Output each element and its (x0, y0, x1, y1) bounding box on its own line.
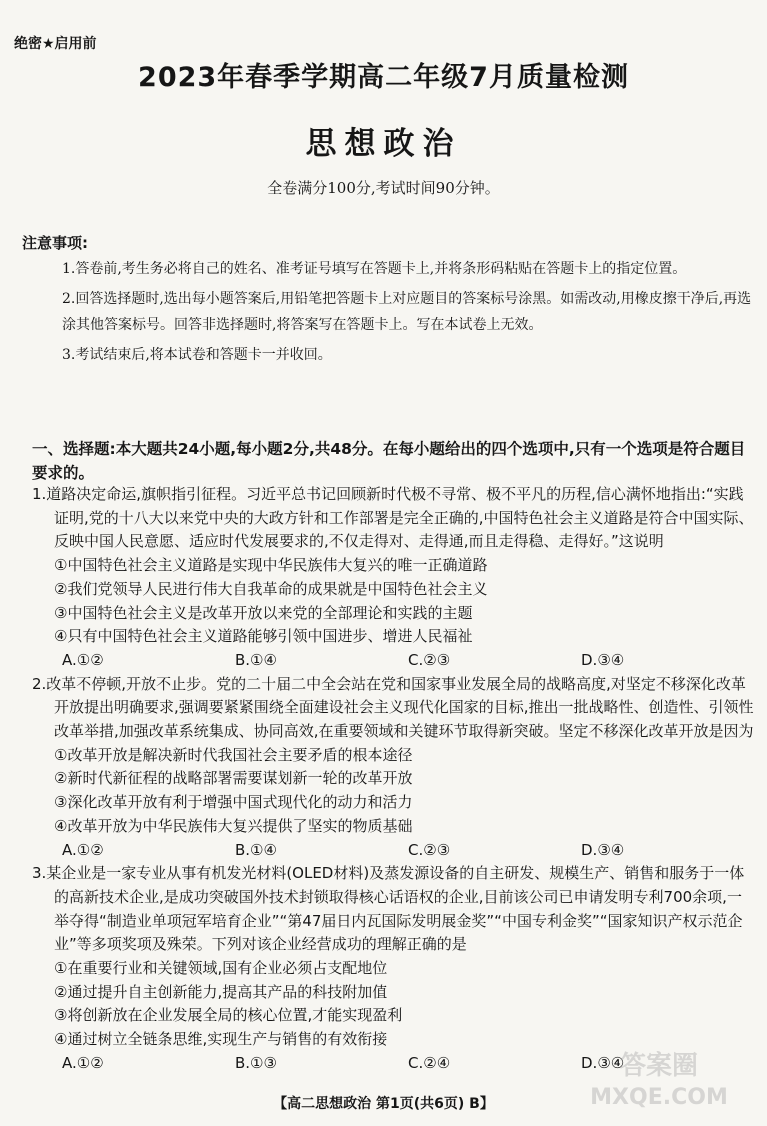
exam-title: 2023年春季学期高二年级7月质量检测 (138, 62, 629, 93)
question-list (32, 483, 754, 1076)
notice-list (62, 256, 752, 372)
section-heading: 一、选择题:本大题共24小题,每小题2分,共48分。在每小题给出的四个选项中,只有一个选项是符合题目要求的。 (32, 440, 746, 482)
watermark-line2: MXQE.COM (590, 1085, 728, 1110)
answer-choices (32, 839, 754, 863)
exam-meta: 全卷满分100分,考试时间90分钟。 (267, 179, 500, 197)
answer-choice: D.③④ (581, 840, 625, 859)
question-option: ④只有中国特色社会主义道路能够引领中国进步、增进人民福祉 (54, 627, 473, 646)
watermark-line1: 答案圈 (619, 1051, 699, 1081)
question-option: ②我们党领导人民进行伟大自我革命的成果就是中国特色社会主义 (54, 579, 488, 598)
answer-choice: A.①② (62, 1053, 104, 1072)
question-option: ②新时代新征程的战略部署需要谋划新一轮的改革开放 (54, 769, 413, 788)
question-option: ③将创新放在企业发展全局的核心位置,才能实现盈利 (54, 1006, 403, 1025)
question-option: ④通过树立全链条思维,实现生产与销售的有效衔接 (54, 1030, 388, 1049)
answer-choice: C.②③ (408, 840, 451, 859)
answer-choice: B.①④ (235, 840, 277, 859)
question-stem: 1.道路决定命运,旗帜指引征程。习近平总书记回顾新时代极不寻常、极不平凡的历程,信心满怀地指出:“实践证明,党的十八大以来党中央的大政方针和工作部署是完全正确的,中国特色社会主义道路是符合中国实际、反映中国人民意愿、适应时代发展要求的,不仅走得对、走得通,而且走得稳、走得好。”这说明 (32, 485, 754, 551)
question-option: ①改革开放是解决新时代我国社会主要矛盾的根本途径 (54, 745, 413, 764)
answer-choice: C.②④ (408, 1053, 451, 1072)
question-option: ④改革开放为中华民族伟大复兴提供了坚实的物质基础 (54, 816, 413, 835)
question-2 (32, 673, 754, 863)
question-stem: 3.某企业是一家专业从事有机发光材料(OLED材料)及蒸发源设备的自主研发、规模生产、销售和服务于一体的高新技术企业,是成功突破国外技术封锁取得核心话语权的企业,目前该公司已申请发明专利700余项,一举夺得“制造业单项冠军培育企业”“第47届日内瓦国际发明展金奖”“中国专利金奖”“国家知识产权示范企业”等多项奖项及殊荣。下列对该企业经营成功的理解正确的是 (32, 864, 745, 954)
question-1 (32, 483, 754, 673)
question-option: ①在重要行业和关键领域,国有企业必须占支配地位 (54, 959, 388, 978)
question-option: ②通过提升自主创新能力,提高其产品的科技附加值 (54, 982, 388, 1001)
question-option: ①中国特色社会主义道路是实现中华民族伟大复兴的唯一正确道路 (54, 556, 488, 575)
notice-item: 1.答卷前,考生务必将自己的姓名、准考证号填写在答题卡上,并将条形码粘贴在答题卡上的指定位置。 (62, 261, 687, 277)
notice-item: 3.考试结束后,将本试卷和答题卡一并收回。 (62, 347, 332, 363)
question-option: ③中国特色社会主义是改革开放以来党的全部理论和实践的主题 (54, 603, 473, 622)
secret-label: 绝密★启用前 (14, 36, 97, 52)
answer-choice: D.③④ (581, 1053, 625, 1072)
watermark-logo (569, 1042, 749, 1112)
answer-choice: A.①② (62, 840, 104, 859)
exam-subject: 思想政治 (305, 126, 462, 162)
answer-choice: D.③④ (581, 650, 625, 669)
page-footer: 【高二思想政治 第1页(共6页) B】 (273, 1096, 494, 1112)
answer-choice: B.①④ (235, 650, 277, 669)
question-option: ③深化改革开放有利于增强中国式现代化的动力和活力 (54, 793, 413, 812)
question-stem: 2.改革不停顿,开放不止步。党的二十届二中全会站在党和国家事业发展全局的战略高度,对坚定不移深化改革开放提出明确要求,强调要紧紧围绕全面建设社会主义现代化国家的目标,推出一批战略性、创造性、引领性改革举措,加强改革系统集成、协同高效,在重要领域和关键环节取得新突破。坚定不移深化改革开放是因为 (32, 674, 754, 741)
answer-choice: B.①③ (235, 1053, 277, 1072)
answer-choices (32, 649, 754, 673)
notice-item: 2.回答选择题时,选出每小题答案后,用铅笔把答题卡上对应题目的答案标号涂黑。如需改动,用橡皮擦干净后,再选涂其他答案标号。回答非选择题时,将答案写在答题卡上。写在本试卷上无效。 (62, 291, 752, 333)
answer-choice: C.②③ (408, 650, 451, 669)
answer-choice: A.①② (62, 650, 104, 669)
notice-title: 注意事项: (22, 234, 88, 252)
